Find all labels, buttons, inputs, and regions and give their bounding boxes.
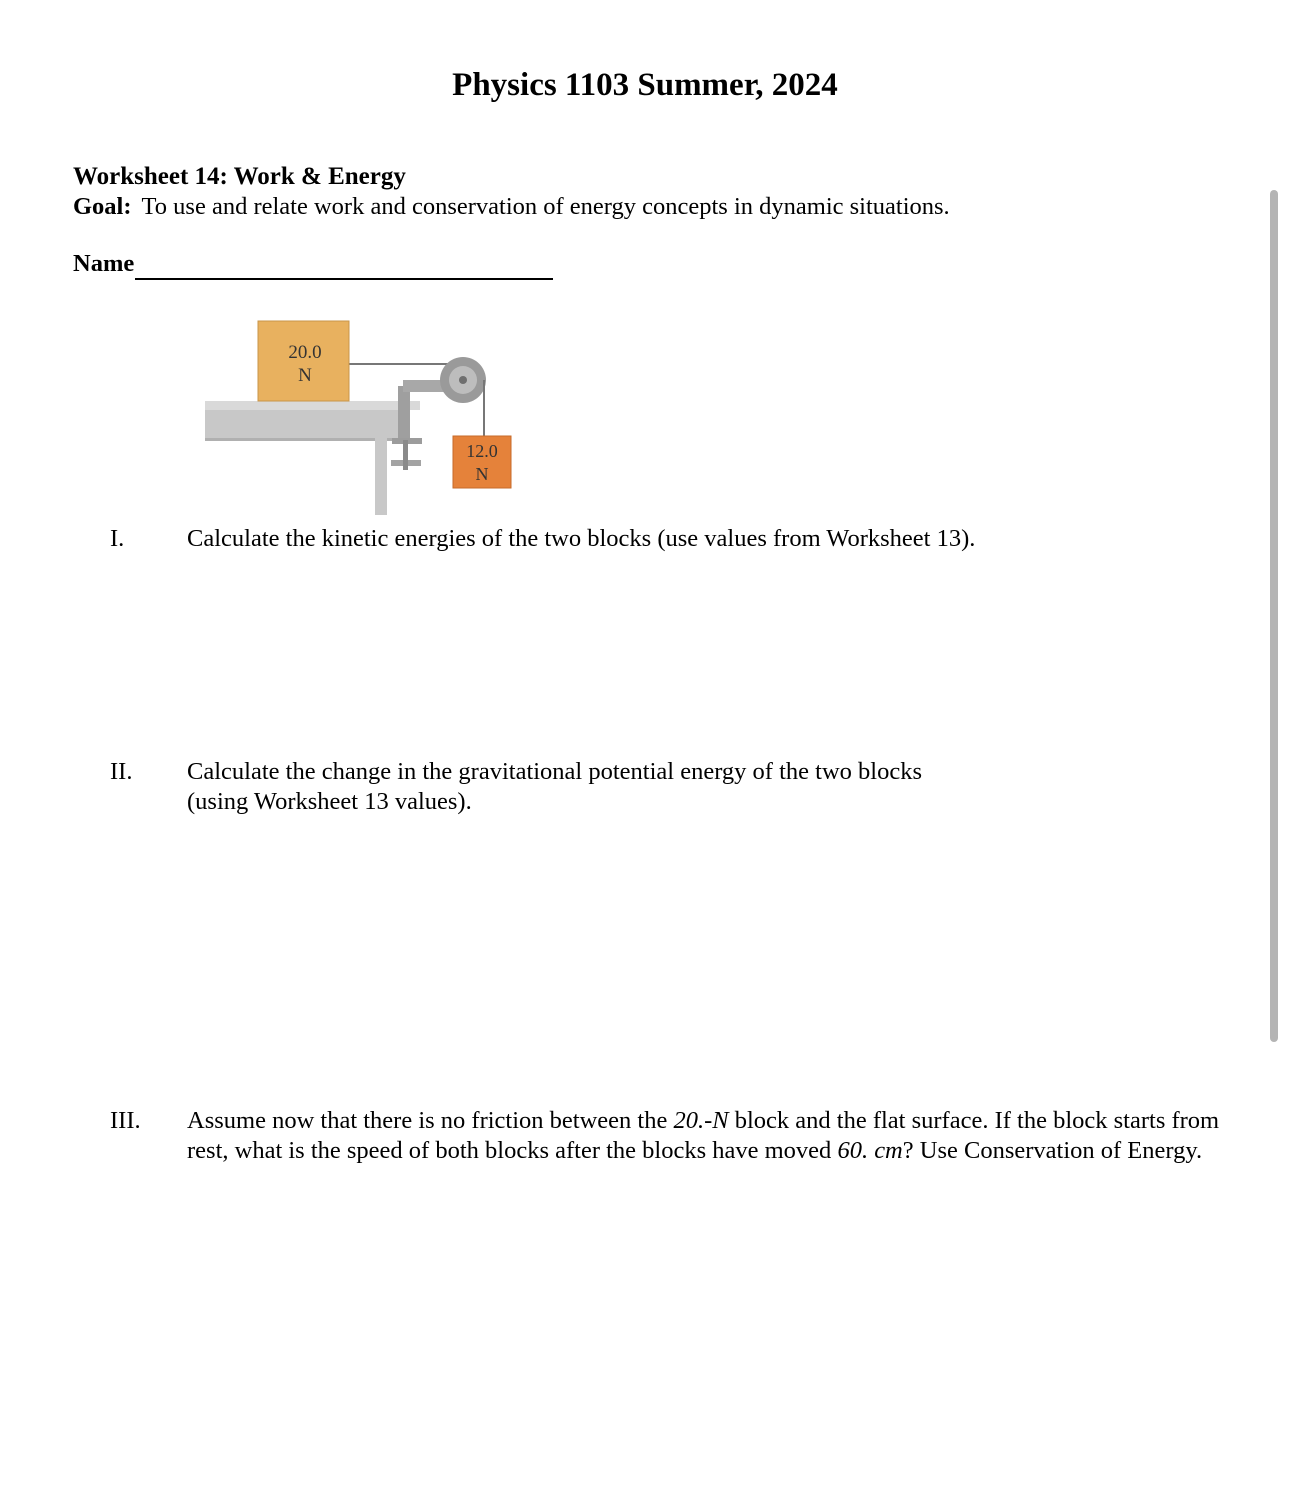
table-leg	[375, 420, 387, 515]
distance-value: 60. cm	[837, 1137, 903, 1164]
table-block-value: 20.0	[288, 342, 322, 363]
question-text	[187, 1106, 1240, 1166]
question-2	[110, 757, 1240, 817]
hanging-block-value: 12.0	[466, 441, 498, 461]
question-text-line-1: Calculate the change in the gravitational potential energy of the two blocks	[187, 758, 922, 785]
pulley-diagram	[195, 300, 535, 520]
goal-line	[73, 191, 950, 223]
table-top	[205, 401, 420, 410]
question-text-part-2: block and the flat surface. If the block starts from rest, what is the speed of both blocks after the blocks have moved	[187, 1107, 1220, 1164]
question-1	[110, 524, 1240, 554]
question-number: II.	[110, 758, 133, 785]
goal-text: To use and relate work and conservation of energy concepts in dynamic situations.	[141, 193, 950, 220]
name-label: Name	[73, 250, 135, 277]
name-blank-line	[135, 251, 553, 280]
name-field	[73, 248, 553, 280]
worksheet-title: Worksheet 14: Work & Energy	[73, 163, 406, 190]
question-number: I.	[110, 525, 125, 552]
block-weight-value: 20.-N	[673, 1107, 729, 1134]
clamp	[398, 386, 410, 442]
hanging-block-unit: N	[475, 464, 489, 484]
goal-label: Goal:	[73, 193, 132, 220]
question-text-line-2: (using Worksheet 13 values).	[187, 788, 472, 815]
question-text-part-1: Assume now that there is no friction between the	[187, 1107, 674, 1134]
question-number: III.	[110, 1107, 141, 1134]
question-text-part-3: ? Use Conservation of Energy.	[902, 1137, 1203, 1164]
question-3	[110, 1106, 1240, 1166]
vertical-scrollbar[interactable]	[1270, 190, 1278, 1042]
page-title: Physics 1103 Summer, 2024	[452, 67, 838, 103]
question-text: Calculate the kinetic energies of the two blocks (use values from Worksheet 13).	[187, 525, 976, 552]
table-block-unit: N	[298, 365, 312, 386]
question-text	[187, 757, 1240, 817]
